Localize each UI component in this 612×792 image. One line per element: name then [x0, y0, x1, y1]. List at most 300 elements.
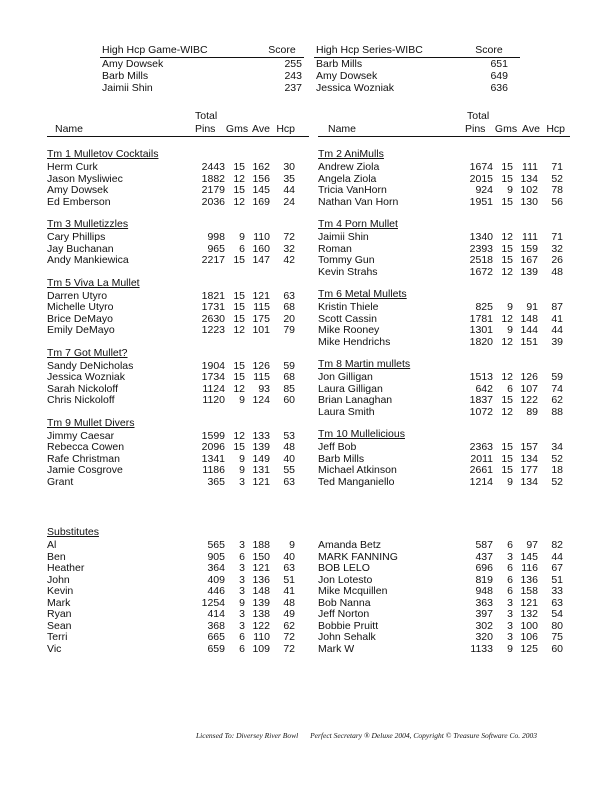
bowler-name: Barb Mills	[316, 58, 363, 70]
total-pins: 1133	[470, 642, 493, 655]
bowler-name: Mike Hendrichs	[318, 335, 391, 348]
handicap: 72	[283, 642, 295, 655]
bowler-name: Chris Nickoloff	[47, 394, 115, 406]
pins-header: Pins	[465, 123, 486, 135]
bowler-score: 636	[490, 82, 508, 94]
average: 136	[520, 573, 538, 586]
bowler-row	[47, 232, 307, 244]
bowler-name: Bobbie Pruitt	[318, 619, 379, 632]
total-pins: 363	[475, 596, 493, 609]
handicap: 53	[283, 429, 295, 442]
bowler-score: 243	[284, 70, 302, 82]
games: 3	[239, 562, 245, 574]
average: 106	[520, 631, 538, 643]
handicap: 32	[283, 242, 295, 255]
games: 3	[507, 550, 513, 563]
games: 12	[233, 324, 245, 336]
bowler-name: Jessica Wozniak	[316, 82, 395, 94]
high-hcp-series-row	[314, 70, 520, 82]
games: 6	[507, 562, 513, 574]
handicap: 63	[283, 562, 295, 574]
bowler-name: Mark W	[318, 642, 355, 655]
total-pins: 1124	[202, 382, 225, 395]
average: 126	[520, 371, 538, 383]
bowler-name: Rebecca Cowen	[47, 441, 125, 453]
average: 134	[520, 172, 538, 185]
bowler-name: Rafe Christman	[47, 452, 120, 465]
handicap: 60	[551, 642, 563, 655]
total-pins: 2011	[470, 452, 493, 465]
high-hcp-series-header	[314, 43, 520, 58]
games: 3	[507, 608, 513, 620]
handicap: 52	[551, 172, 563, 185]
handicap: 51	[551, 573, 563, 586]
ave-header: Ave	[522, 123, 540, 135]
average: 162	[252, 161, 270, 173]
handicap: 35	[283, 172, 295, 185]
games: 9	[507, 301, 513, 313]
games: 3	[239, 619, 245, 632]
handicap: 71	[551, 161, 563, 173]
average: 150	[252, 550, 270, 563]
handicap: 54	[551, 608, 563, 620]
handicap: 32	[551, 242, 563, 255]
team-block	[47, 148, 307, 208]
high-hcp-game-title: High Hcp Game-WIBC	[102, 44, 208, 56]
games: 15	[501, 394, 513, 406]
total-pins: 665	[207, 631, 225, 643]
handicap: 9	[289, 539, 295, 551]
bowler-name: Jessica Wozniak	[47, 371, 126, 383]
team-name: Tm 4 Porn Mullet	[318, 218, 398, 230]
games: 3	[239, 608, 245, 620]
team-name: Tm 6 Metal Mullets	[318, 288, 407, 300]
total-pins: 825	[475, 301, 493, 313]
team-name: Tm 8 Martin mullets	[318, 358, 411, 370]
total-pins: 1882	[201, 172, 225, 185]
average: 167	[520, 254, 538, 266]
total-pins: 587	[475, 539, 493, 551]
games: 12	[233, 382, 245, 395]
games: 12	[501, 405, 513, 418]
total-pins: 2179	[201, 184, 225, 196]
team-block	[318, 148, 578, 208]
total-pins: 1599	[201, 429, 225, 442]
bowler-row	[47, 540, 295, 552]
bowler-name: Angela Ziola	[318, 172, 377, 185]
bowler-name: Jeff Bob	[318, 441, 357, 453]
bowler-name: Emily DeMayo	[47, 324, 115, 336]
total-pins: 2015	[469, 172, 493, 185]
average: 175	[252, 312, 270, 325]
average: 91	[526, 301, 538, 313]
bowler-row	[318, 540, 563, 552]
average: 89	[526, 405, 538, 418]
bowler-row	[47, 644, 295, 656]
average: 121	[252, 562, 270, 574]
bowler-name: Michael Atkinson	[318, 464, 397, 476]
handicap: 80	[551, 619, 563, 632]
team-block	[47, 218, 307, 267]
handicap: 40	[283, 452, 295, 465]
team-name: Tm 5 Viva La Mullet	[47, 276, 140, 289]
license-text: Licensed To: Diversey River Bowl	[196, 731, 299, 740]
bowler-name: Jamie Cosgrove	[47, 464, 123, 476]
bowler-row	[318, 644, 563, 656]
games: 12	[501, 265, 513, 278]
handicap: 88	[551, 405, 563, 418]
games: 15	[233, 161, 245, 173]
games: 12	[501, 335, 513, 348]
games: 15	[501, 161, 513, 173]
bowler-name: Amy Dowsek	[102, 58, 164, 70]
total-pins: 905	[207, 550, 225, 563]
bowler-row	[47, 302, 307, 314]
bowler-name: Laura Gilligan	[318, 382, 383, 395]
games: 6	[507, 539, 513, 551]
copyright-text: Perfect Secretary ® Deluxe 2004, Copyright © Treasure Software Co. 2003	[310, 731, 537, 740]
bowler-score: 649	[490, 70, 508, 82]
average: 125	[520, 642, 538, 655]
bowler-name: Jaimii Shin	[318, 231, 369, 243]
handicap: 26	[551, 254, 563, 266]
bowler-row	[47, 185, 307, 197]
bowler-name: Kevin Strahs	[318, 265, 378, 278]
handicap: 48	[283, 596, 295, 609]
handicap: 63	[551, 596, 563, 609]
handicap: 55	[283, 464, 295, 476]
handicap: 49	[283, 608, 295, 620]
average: 111	[522, 231, 538, 243]
bowler-name: Jason Mysliwiec	[47, 172, 123, 185]
average: 148	[520, 312, 538, 325]
bowler-row	[318, 586, 563, 598]
average: 188	[252, 539, 270, 551]
team-block	[318, 218, 578, 278]
games: 15	[233, 359, 245, 372]
total-pins: 565	[207, 539, 225, 551]
average: 158	[520, 585, 538, 597]
high-hcp-game-row	[100, 70, 304, 82]
handicap: 87	[551, 301, 563, 313]
bowler-name: MARK FANNING	[318, 550, 398, 563]
handicap: 41	[283, 585, 295, 597]
bowler-name: Michelle Utyro	[47, 301, 114, 313]
handicap: 42	[283, 254, 295, 266]
average: 139	[252, 441, 270, 453]
bowler-name: Jaimii Shin	[102, 82, 153, 94]
games: 15	[233, 371, 245, 383]
average: 109	[252, 642, 270, 655]
average: 134	[520, 452, 538, 465]
total-pins: 1672	[469, 265, 493, 278]
left-teams-column	[47, 148, 307, 498]
bowler-row	[47, 563, 295, 575]
substitutes-left	[47, 526, 295, 655]
total-pins: 696	[475, 562, 493, 574]
handicap: 68	[283, 301, 295, 313]
bowler-row	[318, 609, 563, 621]
total-pins: 2363	[469, 441, 493, 453]
team-name: Tm 1 Mulletov Cocktails	[47, 148, 159, 160]
handicap: 72	[283, 631, 295, 643]
total-pins: 1904	[201, 359, 225, 372]
bowler-name: Bob Nanna	[318, 596, 371, 609]
bowler-name: Ben	[47, 550, 66, 563]
total-pins: 965	[207, 242, 225, 255]
total-pins: 819	[475, 573, 493, 586]
handicap: 62	[283, 619, 295, 632]
handicap: 48	[283, 441, 295, 453]
average: 126	[252, 359, 270, 372]
handicap: 56	[551, 195, 563, 208]
bowler-row	[47, 586, 295, 598]
handicap: 44	[283, 184, 295, 196]
bowler-row	[318, 563, 563, 575]
games: 15	[233, 441, 245, 453]
games: 9	[507, 475, 513, 488]
games: 12	[501, 371, 513, 383]
gms-header: Gms	[225, 123, 249, 135]
games: 15	[501, 464, 513, 476]
bowler-name: Vic	[47, 642, 62, 655]
handicap: 41	[551, 312, 563, 325]
average: 139	[520, 265, 538, 278]
bowler-name: John Sehalk	[318, 631, 376, 643]
handicap: 60	[283, 394, 295, 406]
hcp-header: Hcp	[276, 123, 295, 135]
average: 102	[520, 184, 538, 196]
average: 145	[520, 550, 538, 563]
handicap: 44	[551, 550, 563, 563]
bowler-row	[318, 395, 578, 407]
handicap: 51	[283, 573, 295, 586]
team-name: Tm 2 AniMulls	[318, 148, 384, 160]
bowler-name: Jeff Norton	[318, 608, 370, 620]
bowler-name: Mark	[47, 596, 71, 609]
handicap: 33	[551, 585, 563, 597]
total-pins: 1951	[469, 195, 493, 208]
average: 110	[253, 231, 270, 243]
average: 121	[252, 289, 270, 302]
bowler-row	[47, 442, 307, 454]
bowler-name: Amy Dowsek	[47, 184, 109, 196]
average: 136	[252, 573, 270, 586]
total-pins: 2661	[469, 464, 493, 476]
average: 115	[253, 371, 270, 383]
average: 149	[252, 452, 270, 465]
bowler-name: Tommy Gun	[318, 254, 375, 266]
games: 9	[507, 642, 513, 655]
stat-headers	[195, 123, 295, 135]
bowler-name: Herm Curk	[47, 161, 98, 173]
hcp-header: Hcp	[546, 123, 565, 135]
games: 15	[501, 441, 513, 453]
handicap: 20	[283, 312, 295, 325]
average: 132	[520, 608, 538, 620]
handicap: 63	[283, 475, 295, 488]
high-hcp-series-title: High Hcp Series-WIBC	[316, 44, 423, 56]
bowler-name: Sandy DeNicholas	[47, 359, 134, 372]
total-pins: 2217	[201, 254, 225, 266]
bowler-row	[47, 162, 307, 174]
games: 6	[239, 242, 245, 255]
total-pins: 437	[475, 550, 493, 563]
games: 15	[501, 172, 513, 185]
total-pins: 998	[207, 231, 225, 243]
bowler-name: Tricia VanHorn	[318, 184, 387, 196]
bowler-row	[318, 185, 578, 197]
handicap: 74	[551, 382, 563, 395]
bowler-name: Cary Phillips	[47, 231, 106, 243]
total-pins: 1821	[201, 289, 225, 302]
games: 12	[233, 172, 245, 185]
bowler-row	[318, 255, 578, 267]
bowler-row	[47, 372, 307, 384]
games: 6	[239, 642, 245, 655]
team-name: Tm 7 Got Mullet?	[47, 346, 128, 359]
bowler-row	[318, 407, 578, 419]
right-teams-column	[318, 148, 578, 498]
bowler-name: Jon Lotesto	[318, 573, 373, 586]
bowler-row	[318, 337, 578, 349]
bowler-name: Andrew Ziola	[318, 161, 380, 173]
handicap: 72	[283, 231, 295, 243]
games: 6	[507, 573, 513, 586]
total-pins: 320	[475, 631, 493, 643]
bowler-row	[318, 232, 578, 244]
total-pins: 1214	[469, 475, 493, 488]
average: 122	[252, 619, 270, 632]
average: 121	[252, 475, 270, 488]
average: 116	[521, 562, 538, 574]
games: 15	[233, 312, 245, 325]
bowler-name: John	[47, 573, 70, 586]
bowler-row	[47, 609, 295, 621]
total-header: Total	[195, 110, 218, 122]
total-pins: 365	[207, 475, 225, 488]
high-hcp-series-row	[314, 82, 520, 94]
average: 133	[252, 429, 270, 442]
average: 151	[520, 335, 538, 348]
bowler-row	[318, 372, 578, 384]
games: 3	[239, 539, 245, 551]
total-pins: 368	[207, 619, 225, 632]
handicap: 59	[283, 359, 295, 372]
games: 3	[507, 619, 513, 632]
average: 101	[252, 324, 270, 336]
bowler-row	[318, 302, 578, 314]
handicap: 63	[283, 289, 295, 302]
ave-header: Ave	[252, 123, 270, 135]
games: 15	[233, 301, 245, 313]
total-pins: 1301	[469, 324, 493, 336]
high-hcp-game-row	[100, 58, 304, 70]
bowler-name: Heather	[47, 562, 85, 574]
bowler-score: 237	[284, 82, 302, 94]
stat-headers	[465, 123, 565, 135]
total-pins: 2096	[201, 441, 225, 453]
total-pins: 364	[207, 562, 225, 574]
handicap: 71	[551, 231, 563, 243]
bowler-name: Jon Gilligan	[318, 371, 373, 383]
games: 9	[239, 452, 245, 465]
bowler-name: Terri	[47, 631, 68, 643]
average: 159	[520, 242, 538, 255]
handicap: 40	[283, 550, 295, 563]
average: 134	[520, 475, 538, 488]
bowler-name: BOB LELO	[318, 562, 370, 574]
high-hcp-game-table	[100, 43, 304, 94]
bowler-name: Amy Dowsek	[316, 70, 378, 82]
games: 15	[501, 254, 513, 266]
games: 9	[507, 184, 513, 196]
average: 124	[252, 394, 270, 406]
high-hcp-game-score-label: Score	[268, 44, 296, 56]
handicap: 67	[551, 562, 563, 574]
high-hcp-game-header	[100, 43, 304, 58]
total-pins: 1223	[201, 324, 225, 336]
bowler-name: Kevin	[47, 585, 74, 597]
total-pins: 1120	[202, 394, 225, 406]
handicap: 34	[551, 441, 563, 453]
bowler-name: Darren Utyro	[47, 289, 108, 302]
handicap: 82	[551, 539, 563, 551]
total-pins: 1731	[201, 301, 225, 313]
total-pins: 397	[475, 608, 493, 620]
high-hcp-series-table	[314, 43, 520, 94]
games: 9	[239, 231, 245, 243]
team-block	[47, 417, 307, 489]
bowler-row	[318, 465, 578, 477]
bowler-name: Andy Mankiewica	[47, 254, 129, 266]
bowler-name: Al	[47, 539, 57, 551]
bowler-name: Scott Cassin	[318, 312, 377, 325]
substitutes-right	[318, 540, 563, 655]
team-block	[318, 358, 578, 418]
total-pins: 1341	[201, 452, 225, 465]
total-pins: 446	[207, 585, 225, 597]
average: 139	[252, 596, 270, 609]
total-pins: 1186	[202, 464, 225, 476]
bowler-row	[318, 267, 578, 279]
games: 15	[501, 242, 513, 255]
high-hcp-game-row	[100, 82, 304, 94]
total-pins: 1837	[469, 394, 493, 406]
total-pins: 409	[207, 573, 225, 586]
handicap: 68	[283, 371, 295, 383]
high-hcp-series-score-label: Score	[475, 44, 503, 56]
games: 3	[507, 596, 513, 609]
total-pins: 2518	[469, 254, 493, 266]
total-pins: 414	[207, 608, 225, 620]
games: 12	[233, 195, 245, 208]
bowler-name: Ted Manganiello	[318, 475, 395, 488]
footer	[196, 731, 596, 740]
bowler-row	[47, 477, 307, 489]
handicap: 24	[283, 195, 295, 208]
bowler-name: Grant	[47, 475, 74, 488]
bowler-name: Nathan Van Horn	[318, 195, 399, 208]
total-header: Total	[467, 110, 490, 122]
bowler-name: Mike Rooney	[318, 324, 380, 336]
team-name: Tm 3 Mulletizzles	[47, 218, 129, 230]
handicap: 75	[551, 631, 563, 643]
games: 3	[239, 573, 245, 586]
team-block	[47, 347, 307, 407]
bowler-name: Sean	[47, 619, 72, 632]
handicap: 48	[551, 265, 563, 278]
